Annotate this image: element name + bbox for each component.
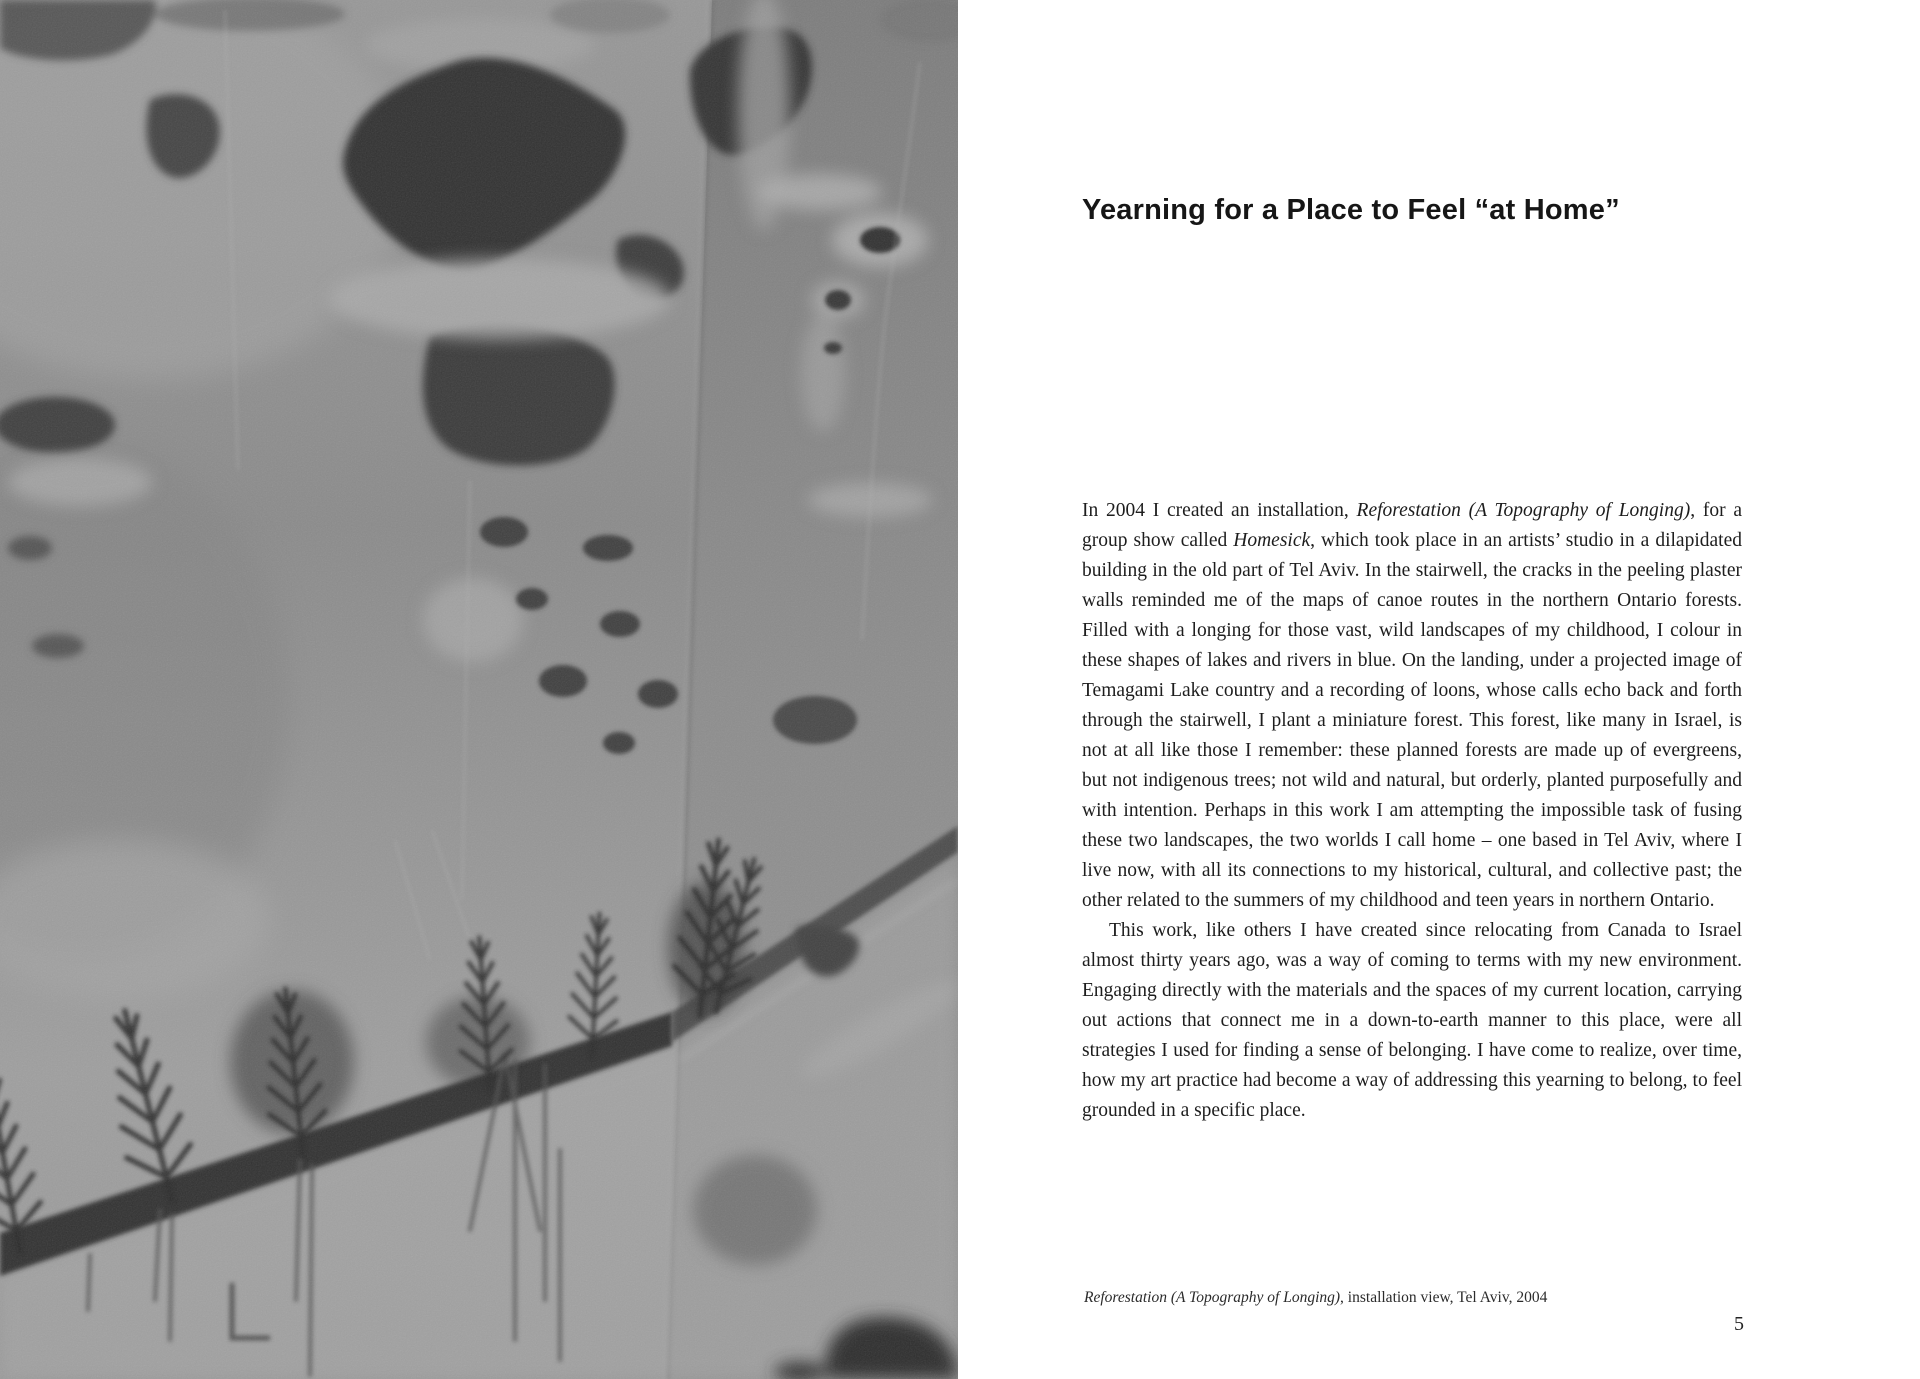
body-text [1082, 496, 1742, 1126]
paragraph-1: In 2004 I created an installation, Reforestation (A Topography of Longing), for a group show called Homesick, which took place in an artists’ studio in a dilapidated building in the old part of Tel Aviv. In the stairwell, the cracks in the peeling plaster walls reminded me of the maps of canoe routes in the northern Ontario forests. Filled with a longing for those vast, wild landscapes of my childhood, I colour in these shapes of lakes and rivers in blue. On the landing, under a projected image of Temagami Lake country and a recording of loons, whose calls echo back and forth through the stairwell, I plant a miniature forest. This forest, like many in Israel, is not at all like those I remember: these planned forests are made up of evergreens, but not indigenous trees; not wild and natural, but orderly, planted purposefully and with intention. Perhaps in this work I am attempting the impossible task of fusing these two landscapes, the two worlds I call home – one based in Tel Aviv, where I live now, with all its connections to my historical, cultural, and collective past; the other related to the summers of my childhood and teen years in northern Ontario. [1082, 500, 1742, 911]
page-number: 5 [1734, 1313, 1744, 1335]
page-title: Yearning for a Place to Feel “at Home” [1082, 194, 1620, 226]
image-caption [1084, 1288, 1744, 1307]
photo-artwork [0, 0, 958, 1379]
caption-work-title: Reforestation (A Topography of Longing) [1084, 1289, 1341, 1306]
paragraph-2: This work, like others I have created since relocating from Canada to Israel almost thirty years ago, was a way of coming to terms with my new environment. Engaging directly with the materials and the spaces of my current location, carrying out actions that connect me in a down-to-earth manner to this place, were all strategies I used for finding a sense of belonging. I have come to realize, over time, how my art practice had become a way of addressing this yearning to belong, to feel grounded in a specific place. [1082, 920, 1742, 1121]
caption-details: , installation view, Tel Aviv, 2004 [1340, 1289, 1548, 1306]
text-page [958, 0, 1920, 1379]
installation-photo [0, 0, 958, 1379]
